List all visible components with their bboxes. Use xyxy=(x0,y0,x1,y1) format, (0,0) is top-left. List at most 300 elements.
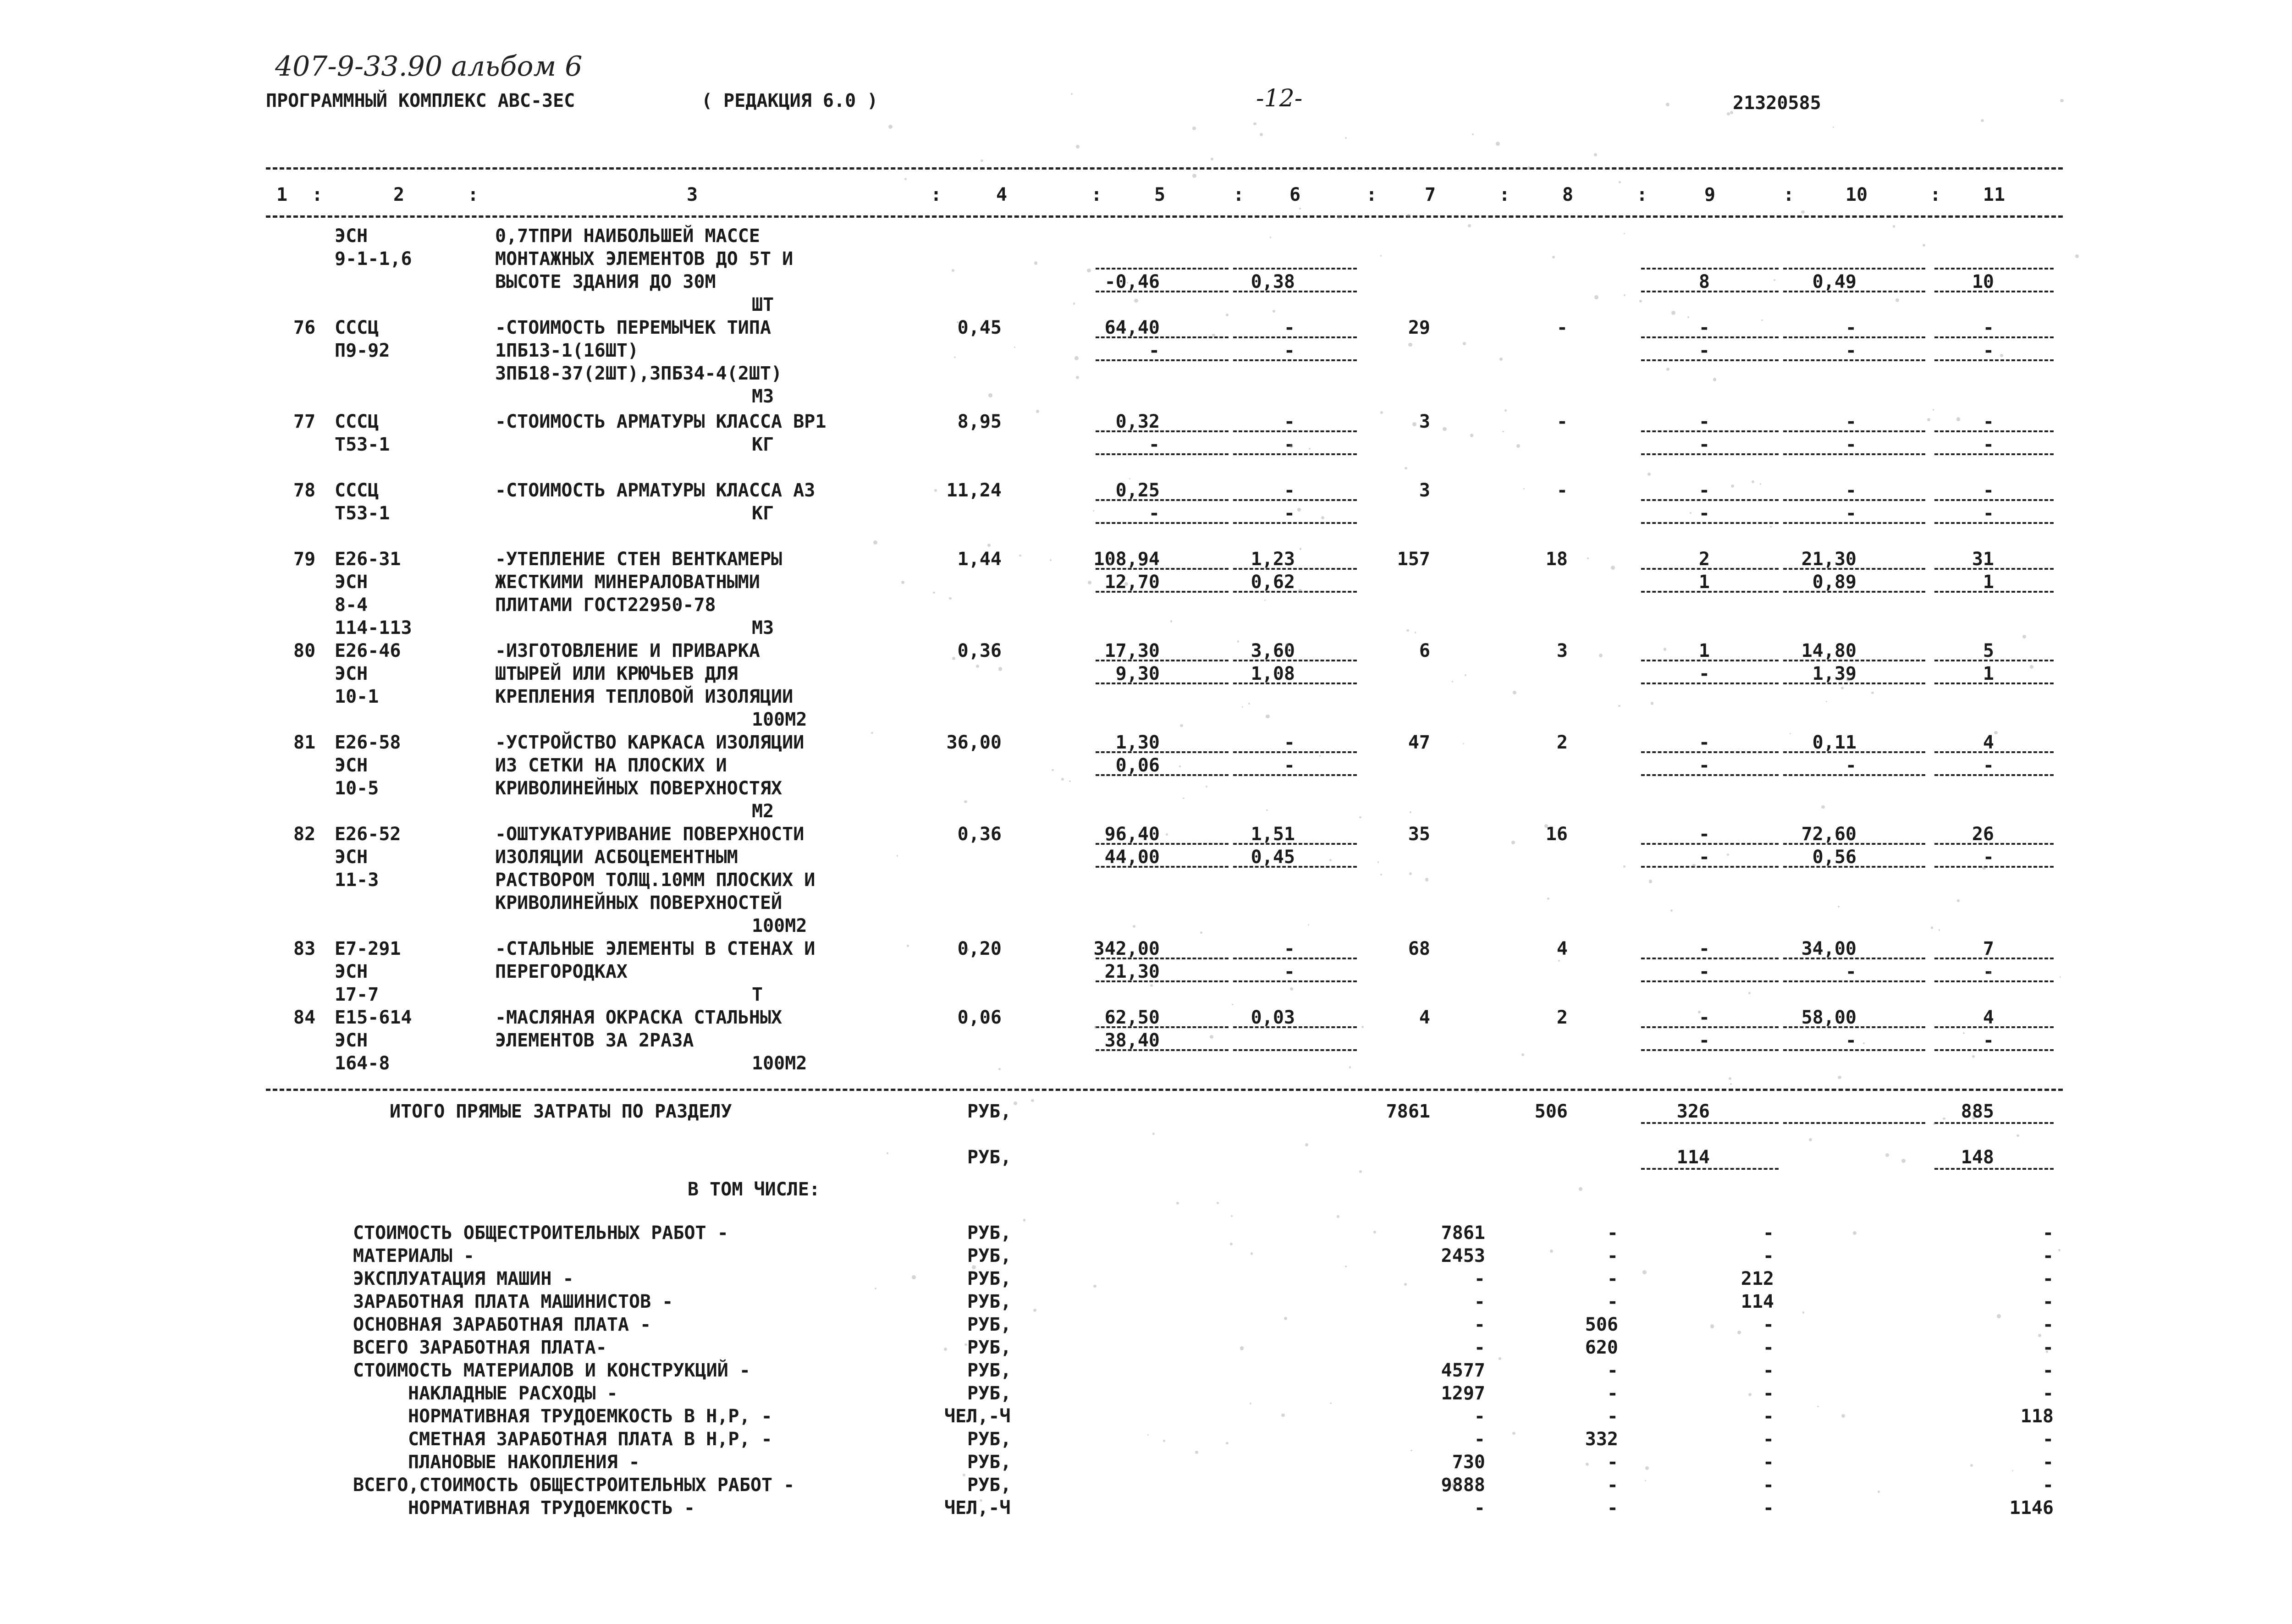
cell-underline xyxy=(1934,866,2054,868)
norm-code: ЭСН xyxy=(335,572,368,593)
scan-speck xyxy=(1405,467,1407,470)
scan-speck xyxy=(1863,1042,1865,1044)
scan-speck xyxy=(907,945,909,947)
summary-label: ЗАРАБОТНАЯ ПЛАТА МАШИНИСТОВ - xyxy=(353,1291,673,1312)
scan-speck xyxy=(871,732,873,734)
cell-underline xyxy=(1783,291,1925,292)
summary-label: ВСЕГО,СТОИМОСТЬ ОБЩЕСТРОИТЕЛЬНЫХ РАБОТ - xyxy=(353,1475,795,1496)
scan-speck xyxy=(1639,300,1642,303)
summary-c9: - xyxy=(1763,1475,1774,1496)
work-description: 0,7ТПРИ НАИБОЛЬШЕЙ МАССЕ xyxy=(495,226,760,247)
cell-underline xyxy=(1783,1049,1925,1051)
scan-speck xyxy=(1774,279,1775,281)
unit-label: Т xyxy=(752,984,763,1005)
scan-speck xyxy=(1727,853,1729,856)
scan-speck xyxy=(1801,210,1804,214)
scan-speck xyxy=(1118,973,1120,974)
scan-speck xyxy=(1552,256,1555,259)
cell-underline xyxy=(1096,591,1229,593)
scan-speck xyxy=(1176,1202,1179,1205)
scan-speck xyxy=(1253,122,1256,125)
unit-cost: 62,50 xyxy=(1104,1007,1160,1028)
scan-speck xyxy=(1074,356,1079,360)
work-description: ЭЛЕМЕНТОВ ЗА 2РАЗА xyxy=(495,1030,694,1051)
summary-c8: - xyxy=(1607,1497,1618,1519)
scan-speck xyxy=(1298,589,1302,593)
work-description: РАСТВОРОМ ТОЛЩ.10ММ ПЛОСКИХ И xyxy=(495,870,815,891)
scan-speck xyxy=(904,178,907,180)
cell-underline xyxy=(1233,958,1357,959)
scan-speck xyxy=(1670,909,1673,912)
scan-speck xyxy=(1180,724,1183,727)
cell-underline xyxy=(1233,336,1357,338)
cell-underline xyxy=(1233,980,1357,982)
scan-speck xyxy=(2030,665,2033,669)
machine-cost: 1,51 xyxy=(1251,824,1295,845)
scan-speck xyxy=(1893,225,1895,227)
scan-speck xyxy=(1645,1480,1647,1482)
machine-cost: - xyxy=(1284,411,1295,432)
cell-underline xyxy=(1934,268,2054,270)
summary-label: НАКЛАДНЫЕ РАСХОДЫ - xyxy=(408,1383,618,1404)
scan-speck xyxy=(1192,174,1196,178)
scan-speck xyxy=(1410,811,1411,813)
work-description: 3ПБ18-37(2ШТ),3ПБ34-4(2ШТ) xyxy=(495,363,782,384)
scan-speck xyxy=(987,544,991,547)
scan-speck xyxy=(1069,781,1071,782)
cell-underline xyxy=(1096,774,1229,776)
summary-c11: - xyxy=(2042,1475,2054,1496)
cell-underline xyxy=(1096,499,1229,501)
summary-c8: - xyxy=(1607,1268,1618,1289)
scan-speck xyxy=(1956,417,1961,421)
scan-speck xyxy=(1664,648,1666,650)
unit-wage: -0,46 xyxy=(1104,271,1160,292)
norm-code: 10-5 xyxy=(335,778,379,799)
wages-total: 2 xyxy=(1556,1007,1568,1028)
cell-underline xyxy=(1233,430,1357,432)
cell-underline xyxy=(1233,843,1357,845)
scan-speck xyxy=(1338,215,1341,219)
summary-c7: - xyxy=(1474,1314,1485,1335)
scan-speck xyxy=(1147,1434,1149,1436)
machine-wage-total: - xyxy=(1698,340,1710,361)
machine-wage: 0,62 xyxy=(1251,572,1295,593)
scan-speck xyxy=(1923,244,1925,247)
cell-underline xyxy=(1233,866,1357,868)
scan-speck xyxy=(1901,1159,1906,1163)
norm-code: 11-3 xyxy=(335,870,379,891)
scan-speck xyxy=(1468,224,1471,227)
labor-machine-unit: 0,56 xyxy=(1812,847,1857,868)
unit-label: М2 xyxy=(752,801,774,822)
cell-underline xyxy=(1934,660,2054,661)
cell-underline xyxy=(1783,958,1925,959)
unit-wage: 38,40 xyxy=(1104,1030,1160,1051)
cell-underline xyxy=(1096,568,1229,570)
scan-speck xyxy=(1380,874,1382,875)
scan-speck xyxy=(1300,548,1302,550)
scan-speck xyxy=(2000,354,2003,357)
unit-cost: 0,25 xyxy=(1115,480,1160,501)
cell-underline xyxy=(1641,1168,1779,1170)
scan-speck xyxy=(901,581,905,584)
work-description: МОНТАЖНЫХ ЭЛЕМЕНТОВ ДО 5Т И xyxy=(495,248,793,270)
machine-total: 1 xyxy=(1698,640,1710,661)
cell-underline xyxy=(1783,268,1925,270)
summary-label: МАТЕРИАЛЫ - xyxy=(353,1245,474,1266)
summary-c7: - xyxy=(1474,1406,1485,1427)
scan-speck xyxy=(963,1474,965,1476)
summary-c7: - xyxy=(1474,1268,1485,1289)
scan-speck xyxy=(1266,715,1270,719)
labor-machine-total: - xyxy=(1983,847,1994,868)
summary-unit: РУБ, xyxy=(967,1291,1012,1312)
unit-cost: 17,30 xyxy=(1104,640,1160,661)
summary-c9: - xyxy=(1763,1337,1774,1358)
scan-speck xyxy=(1841,1414,1846,1418)
summary-c11: - xyxy=(2042,1268,2054,1289)
cell-underline xyxy=(1641,660,1779,661)
column-separator: : xyxy=(468,184,479,205)
scan-speck xyxy=(1821,805,1825,809)
machine-wage-total: - xyxy=(1698,434,1710,455)
summary-c11: - xyxy=(2042,1452,2054,1473)
unit-wage: 9,30 xyxy=(1115,663,1160,684)
scan-speck xyxy=(1963,1032,1965,1034)
summary-c9: - xyxy=(1763,1383,1774,1404)
scan-speck xyxy=(1933,1123,1935,1125)
scan-speck xyxy=(1470,434,1474,437)
scan-speck xyxy=(1330,1403,1332,1404)
row-number: 76 xyxy=(293,317,316,338)
totals-c11: 885 xyxy=(1961,1101,1994,1122)
scan-speck xyxy=(1838,1076,1841,1079)
cell-underline xyxy=(1096,683,1229,684)
scan-speck xyxy=(1957,899,1960,902)
unit-wage: - xyxy=(1148,340,1160,361)
wages-total: - xyxy=(1556,480,1568,501)
scan-speck xyxy=(1499,358,1503,361)
cell-underline xyxy=(1934,751,2054,753)
cell-underline xyxy=(1233,291,1357,292)
work-description: -СТОИМОСТЬ АРМАТУРЫ КЛАССА А3 xyxy=(495,480,815,501)
cell-underline xyxy=(1641,683,1779,684)
quantity: 36,00 xyxy=(946,732,1002,753)
cell-underline xyxy=(1934,1026,2054,1028)
cell-underline xyxy=(1934,591,2054,593)
scan-speck xyxy=(1666,368,1669,371)
labor-unit: 14,80 xyxy=(1801,640,1857,661)
cell-underline xyxy=(1641,980,1779,982)
column-header-11: 11 xyxy=(1983,184,2006,205)
norm-code: Е7-291 xyxy=(335,938,401,959)
work-description: ШТЫРЕЙ ИЛИ КРЮЧЬЕВ ДЛЯ xyxy=(495,663,738,684)
norm-code: Т53-1 xyxy=(335,434,390,455)
scan-speck xyxy=(1289,444,1293,448)
machine-wage: 0,45 xyxy=(1251,847,1295,868)
scan-speck xyxy=(934,489,937,492)
scan-speck xyxy=(1727,112,1730,116)
work-description: КРЕПЛЕНИЯ ТЕПЛОВОЙ ИЗОЛЯЦИИ xyxy=(495,686,793,707)
cell-underline xyxy=(1096,453,1229,455)
scan-speck xyxy=(1878,1491,1880,1493)
work-description: -УСТРОЙСТВО КАРКАСА ИЗОЛЯЦИИ xyxy=(495,732,804,753)
summary-c8: - xyxy=(1607,1245,1618,1266)
scan-speck xyxy=(957,321,959,323)
scan-speck xyxy=(998,1068,1001,1070)
scan-speck xyxy=(1817,1406,1819,1408)
scan-speck xyxy=(1558,960,1560,962)
scan-speck xyxy=(1308,924,1309,925)
summary-unit: РУБ, xyxy=(967,1337,1012,1358)
labor-machine-total: - xyxy=(1983,434,1994,455)
norm-code: Е15-614 xyxy=(335,1007,412,1028)
cell-underline xyxy=(1783,774,1925,776)
scan-speck xyxy=(1061,778,1064,781)
scan-speck xyxy=(1133,925,1135,928)
unit-wage: - xyxy=(1148,434,1160,455)
summary-unit: РУБ, xyxy=(967,1383,1012,1404)
machine-total: - xyxy=(1698,411,1710,432)
scan-speck xyxy=(1014,347,1016,348)
column-header-5: 5 xyxy=(1154,184,1166,205)
summary-c11: 1146 xyxy=(2009,1497,2054,1519)
labor-machine-total: - xyxy=(1983,1030,1994,1051)
summary-c11: - xyxy=(2042,1360,2054,1381)
cell-underline xyxy=(1096,1049,1229,1051)
scan-speck xyxy=(1359,816,1361,819)
scan-speck xyxy=(1547,897,1549,900)
column-separator: : xyxy=(1930,184,1941,205)
summary-c8: - xyxy=(1607,1360,1618,1381)
scan-speck xyxy=(888,125,893,129)
cell-underline xyxy=(1641,958,1779,959)
scan-speck xyxy=(1094,1026,1096,1028)
cell-underline xyxy=(1934,1168,2054,1170)
labor-total: - xyxy=(1983,411,1994,432)
scan-speck xyxy=(1666,103,1669,106)
scan-speck xyxy=(1309,448,1311,450)
totals-unit-2: РУБ, xyxy=(967,1147,1012,1168)
cell-underline xyxy=(1096,660,1229,661)
summary-unit: РУБ, xyxy=(967,1452,1012,1473)
summary-c9: - xyxy=(1763,1406,1774,1427)
scan-speck xyxy=(1710,1324,1714,1328)
scan-speck xyxy=(1645,1466,1649,1470)
cell-underline xyxy=(1641,591,1779,593)
scan-speck xyxy=(1073,303,1075,304)
scan-speck xyxy=(1499,1357,1501,1360)
summary-label: ПЛАНОВЫЕ НАКОПЛЕНИЯ - xyxy=(408,1452,640,1473)
column-separator: : xyxy=(312,184,323,205)
work-description: -УТЕПЛЕНИЕ СТЕН ВЕНТКАМЕРЫ xyxy=(495,549,782,570)
cell-underline xyxy=(1641,1122,1779,1124)
unit-label: 100М2 xyxy=(752,915,807,936)
scan-speck xyxy=(1319,755,1321,756)
machine-wage-total: - xyxy=(1698,663,1710,684)
cell-underline xyxy=(1233,522,1357,524)
scan-speck xyxy=(1521,1053,1524,1056)
summary-unit: РУБ, xyxy=(967,1314,1012,1335)
cell-underline xyxy=(1934,430,2054,432)
scan-speck xyxy=(1624,233,1625,234)
scan-speck xyxy=(1931,926,1934,929)
unit-cost: 108,94 xyxy=(1093,549,1160,570)
scan-speck xyxy=(2012,1470,2013,1471)
scan-speck xyxy=(1345,1266,1347,1267)
scan-speck xyxy=(875,1288,876,1289)
scan-speck xyxy=(1994,731,1998,735)
scan-speck xyxy=(897,855,898,856)
scan-speck xyxy=(1933,409,1934,411)
scan-speck xyxy=(1853,1231,1857,1235)
summary-c8: - xyxy=(1607,1406,1618,1427)
scan-speck xyxy=(1516,444,1520,448)
scan-speck xyxy=(1729,1077,1731,1080)
scan-speck xyxy=(1752,480,1754,483)
scan-speck xyxy=(1226,1442,1229,1445)
labor-unit: 58,00 xyxy=(1801,1007,1857,1028)
summary-c9: - xyxy=(1763,1245,1774,1266)
scan-speck xyxy=(952,269,954,272)
labor-machine-unit: - xyxy=(1845,434,1857,455)
scan-speck xyxy=(1761,319,1763,321)
cell-underline xyxy=(1934,499,2054,501)
scan-speck xyxy=(1496,142,1500,146)
scan-speck xyxy=(1472,133,1474,135)
scan-speck xyxy=(954,357,955,358)
cell-underline xyxy=(1096,291,1229,292)
wages-total: - xyxy=(1556,317,1568,338)
cell-underline xyxy=(1934,453,2054,455)
labor-unit: 34,00 xyxy=(1801,938,1857,959)
scan-speck xyxy=(1939,929,1940,930)
scan-speck xyxy=(1183,798,1184,799)
column-header-8: 8 xyxy=(1562,184,1574,205)
scan-speck xyxy=(1036,410,1039,413)
machine-wage-total: - xyxy=(1698,503,1710,524)
cell-underline xyxy=(1783,430,1925,432)
cell-underline xyxy=(1934,359,2054,361)
cell-underline xyxy=(1783,1026,1925,1028)
scan-speck xyxy=(1088,581,1091,584)
totals-c11-wage: 148 xyxy=(1961,1147,1994,1168)
total-cost: 3 xyxy=(1419,480,1430,501)
scan-speck xyxy=(2060,976,2061,978)
document-code: 21320585 xyxy=(1733,93,1821,114)
summary-label: СМЕТНАЯ ЗАРАБОТНАЯ ПЛАТА В Н,Р, - xyxy=(408,1429,772,1450)
summary-c11: - xyxy=(2042,1383,2054,1404)
labor-machine-unit: - xyxy=(1845,503,1857,524)
scan-speck xyxy=(1284,1317,1287,1320)
totals-c8: 506 xyxy=(1534,1101,1568,1122)
cell-underline xyxy=(1096,522,1229,524)
scan-speck xyxy=(1076,376,1079,379)
machine-wage: - xyxy=(1284,503,1295,524)
wages-total: - xyxy=(1556,411,1568,432)
labor-total: 4 xyxy=(1983,732,1994,753)
summary-c7: 730 xyxy=(1452,1452,1485,1473)
quantity: 1,44 xyxy=(957,549,1002,570)
scan-speck xyxy=(1841,687,1844,689)
scan-speck xyxy=(1226,314,1229,316)
scan-speck xyxy=(1649,880,1652,883)
totals-c9-wage: 114 xyxy=(1676,1147,1710,1168)
scan-speck xyxy=(1321,516,1324,519)
quantity: 11,24 xyxy=(946,480,1002,501)
cell-underline xyxy=(1783,843,1925,845)
scan-speck xyxy=(1033,1309,1036,1312)
scan-speck xyxy=(1550,1250,1553,1253)
scan-speck xyxy=(1206,786,1207,787)
labor-total: - xyxy=(1983,317,1994,338)
cell-underline xyxy=(1096,1026,1229,1028)
cell-underline xyxy=(1934,683,2054,684)
scan-speck xyxy=(1587,557,1589,559)
labor-machine-total: - xyxy=(1983,961,1994,982)
wages-total: 4 xyxy=(1556,938,1568,959)
scan-speck xyxy=(997,736,1000,739)
cell-underline xyxy=(1233,774,1357,776)
scan-speck xyxy=(988,393,992,397)
scan-speck xyxy=(2017,1134,2019,1137)
cell-underline xyxy=(1096,751,1229,753)
machine-wage-total: 8 xyxy=(1698,271,1710,292)
cell-underline xyxy=(1783,866,1925,868)
scan-speck xyxy=(949,597,952,600)
scan-speck xyxy=(1502,431,1504,433)
scan-speck xyxy=(1270,237,1272,238)
cell-underline xyxy=(1783,522,1925,524)
column-header-9: 9 xyxy=(1704,184,1716,205)
unit-label: М3 xyxy=(752,386,774,407)
cell-underline xyxy=(1641,291,1779,292)
program-title: ПРОГРАММНЫЙ КОМПЛЕКС АВС-3ЕС xyxy=(266,90,575,111)
scan-speck xyxy=(944,1348,947,1351)
column-separator: : xyxy=(1366,184,1377,205)
scan-speck xyxy=(1730,1083,1732,1085)
scan-speck xyxy=(1412,422,1416,426)
scan-speck xyxy=(912,1275,916,1279)
work-description: 1ПБ13-1(16ШТ) xyxy=(495,340,639,361)
row-number: 82 xyxy=(293,824,316,845)
unit-wage: 12,70 xyxy=(1104,572,1160,593)
scan-speck xyxy=(1240,1346,1244,1350)
labor-unit: - xyxy=(1845,480,1857,501)
scan-speck xyxy=(1513,691,1516,694)
cell-underline xyxy=(1096,980,1229,982)
cell-underline xyxy=(1934,522,2054,524)
scan-speck xyxy=(981,160,983,162)
scan-speck xyxy=(1373,1231,1376,1233)
norm-code: 164-8 xyxy=(335,1053,390,1074)
scan-speck xyxy=(1463,342,1466,345)
scan-speck xyxy=(2058,1249,2061,1251)
norm-code: ЭСН xyxy=(335,1030,368,1051)
including-label: В ТОМ ЧИСЛЕ: xyxy=(688,1179,820,1200)
scan-speck xyxy=(1623,865,1625,868)
cell-underline xyxy=(1641,268,1779,270)
norm-code: СССЦ xyxy=(335,317,379,338)
summary-c8: - xyxy=(1607,1291,1618,1312)
labor-total: 5 xyxy=(1983,640,1994,661)
cell-underline xyxy=(1783,1122,1925,1124)
scan-speck xyxy=(1134,299,1138,303)
scan-speck xyxy=(1071,93,1073,95)
scan-speck xyxy=(1163,1440,1165,1442)
summary-unit: ЧЕЛ,-Ч xyxy=(944,1406,1011,1427)
